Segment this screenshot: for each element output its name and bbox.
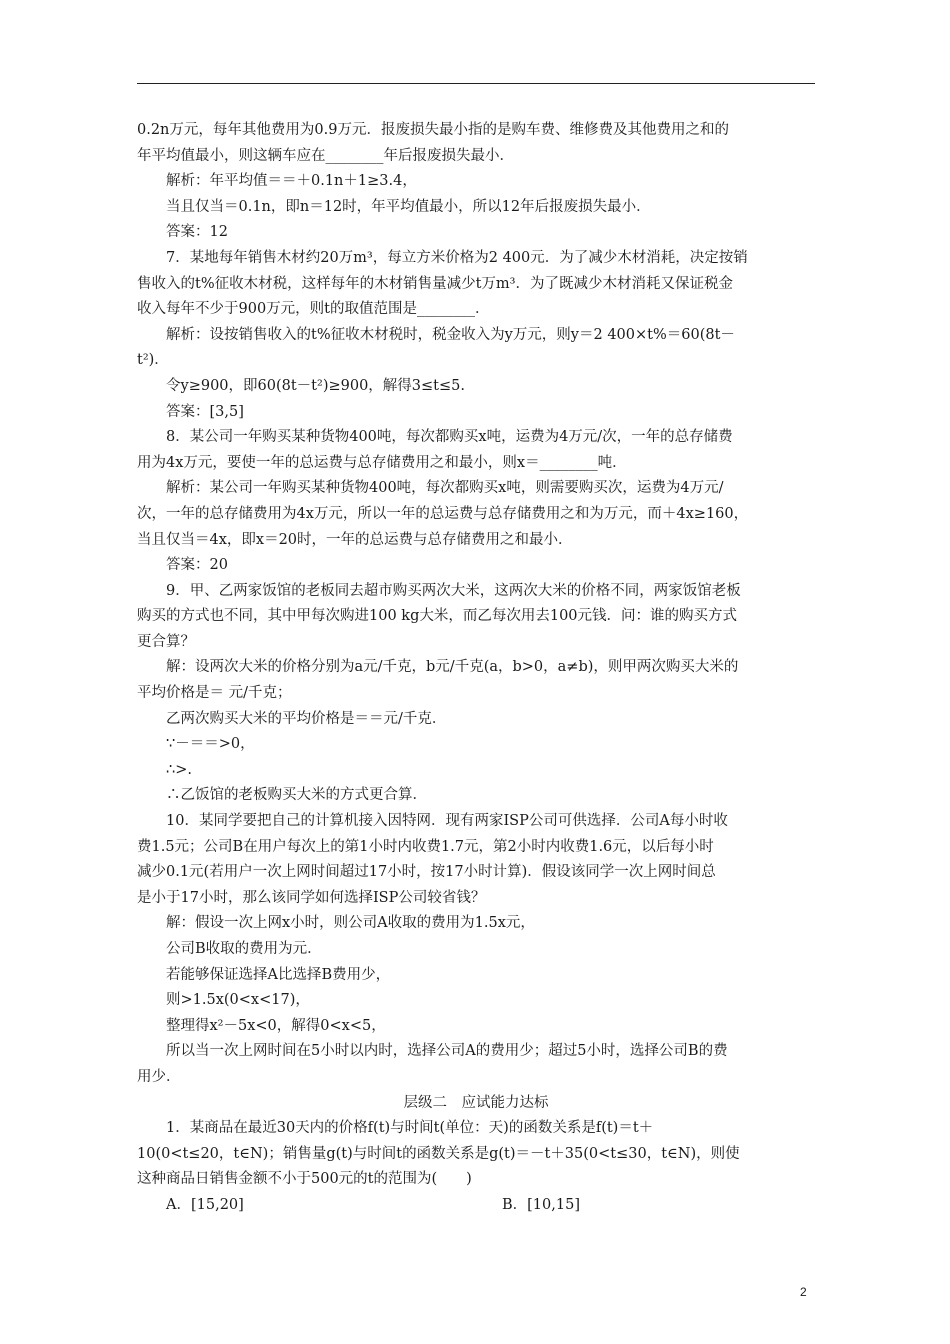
text-line: 7．某地每年销售木材约20万m³，每立方米价格为2 400元．为了减少木材消耗，决定按销 bbox=[166, 249, 748, 266]
text-line: 整理得x²－5x<0，解得0<x<5， bbox=[166, 1017, 386, 1034]
page-number: 2 bbox=[800, 1285, 807, 1299]
text-line: 乙两次购买大米的平均价格是＝＝元/千克． bbox=[166, 710, 447, 727]
text-line: 平均价格是＝ 元/千克； bbox=[137, 685, 292, 702]
text-line: 1．某商品在最近30天内的价格f(t)与时间t(单位：天)的函数关系是f(t)＝t＋ bbox=[166, 1120, 654, 1137]
text-line: ∴>. bbox=[166, 761, 192, 778]
text-line: 所以当一次上网时间在5小时以内时，选择公司A的费用少；超过5小时，选择公司B的费 bbox=[166, 1043, 728, 1060]
text-line: 当且仅当＝4x，即x＝20时，一年的总运费与总存储费用之和最小． bbox=[137, 531, 573, 548]
text-line: 解析：某公司一年购买某种货物400吨，每次都购买x吨，则需要购买次，运费为4万元/ bbox=[166, 480, 724, 497]
text-line: 公司B收取的费用为元． bbox=[166, 941, 322, 957]
text-line: 9．甲、乙两家饭馆的老板同去超市购买两次大米，这两次大米的价格不同，两家饭馆老板 bbox=[166, 582, 741, 599]
text-line: 是小于17小时，那么该同学如何选择ISP公司较省钱？ bbox=[137, 889, 486, 906]
text-line: 令y≥900，即60(8t－t²)≥900，解得3≤t≤5. bbox=[166, 377, 465, 394]
text-line: 10(0<t≤20，t∈N)；销售量g(t)与时间t的函数关系是g(t)＝－t＋35(0<t≤30，t∈N)，则使 bbox=[137, 1145, 740, 1162]
text-line: 则>1.5x(0<x<17)， bbox=[166, 992, 310, 1009]
text-line: 8．某公司一年购买某种货物400吨，每次都购买x吨，运费为4万元/次，一年的总存储费 bbox=[166, 429, 733, 446]
header-rule bbox=[137, 83, 815, 84]
text-line: 年平均值最小，则这辆车应在________年后报废损失最小． bbox=[137, 147, 514, 164]
text-line: 购买的方式也不同，其中甲每次购进100 kg大米，而乙每次用去100元钱．问：谁的购买方式 bbox=[137, 608, 738, 625]
text-line: 费1.5元；公司B在用户每次上的第1小时内收费1.7元，第2小时内收费1.6元，以后每小时 bbox=[137, 838, 714, 855]
text-line: 解析：年平均值＝＝＋0.1n＋1≥3.4， bbox=[166, 173, 417, 190]
text-line: 10．某同学要把自己的计算机接入因特网．现有两家ISP公司可供选择．公司A每小时收 bbox=[166, 813, 728, 830]
text-line: ∵－＝＝>0， bbox=[166, 736, 255, 753]
text-line: 次，一年的总存储费用为4x万元，所以一年的总运费与总存储费用之和为万元，而＋4x≥160， bbox=[137, 505, 749, 522]
text-line: 用少． bbox=[137, 1068, 181, 1085]
text-line: 解析：设按销售收入的t%征收木材税时，税金收入为y万元，则y＝2 400×t%＝60(8t－ bbox=[166, 326, 735, 343]
text-line: 收入每年不少于900万元，则t的取值范围是________． bbox=[137, 301, 490, 318]
text-line: 解：假设一次上网x小时，则公司A收取的费用为1.5x元， bbox=[166, 915, 535, 932]
text-line: 用为4x万元，要使一年的总运费与总存储费用之和最小，则x＝________吨． bbox=[137, 454, 627, 471]
text-line: 答案：20 bbox=[166, 557, 228, 574]
section-title: 层级二 应试能力达标 bbox=[403, 1094, 549, 1111]
solution-block bbox=[137, 118, 815, 1091]
text-line: ∴乙饭馆的老板购买大米的方式更合算． bbox=[166, 787, 427, 804]
text-line: 答案：12 bbox=[166, 224, 228, 241]
text-line: 更合算？ bbox=[137, 633, 195, 650]
text-line: 减少0.1元(若用户一次上网时间超过17小时，按17小时计算)．假设该同学一次上网时间总 bbox=[137, 864, 716, 881]
question-block bbox=[137, 1116, 815, 1193]
text-line: 0.2n万元，每年其他费用为0.9万元．报废损失最小指的是购车费、维修费及其他费用之和的 bbox=[137, 122, 729, 138]
text-line: 答案：[3,5] bbox=[166, 403, 244, 420]
text-line: 当且仅当＝0.1n，即n＝12时，年平均值最小，所以12年后报废损失最小． bbox=[166, 198, 651, 215]
options-row bbox=[137, 1193, 815, 1219]
option-a: A．[15,20] bbox=[166, 1196, 244, 1213]
option-b: B．[10,15] bbox=[502, 1196, 580, 1213]
text-line: 若能够保证选择A比选择B费用少， bbox=[166, 966, 391, 983]
page-content bbox=[137, 118, 815, 1219]
text-line: 售收入的t%征收木材税，这样每年的木材销售量减少t万m³．为了既减少木材消耗又保证税金 bbox=[137, 275, 733, 292]
text-line: 这种商品日销售金额不小于500元的t的范围为( ) bbox=[137, 1171, 472, 1188]
text-line: t²)． bbox=[137, 352, 169, 369]
text-line: 解：设两次大米的价格分别为a元/千克，b元/千克(a，b>0，a≠b)，则甲两次购买大米的 bbox=[166, 659, 739, 676]
